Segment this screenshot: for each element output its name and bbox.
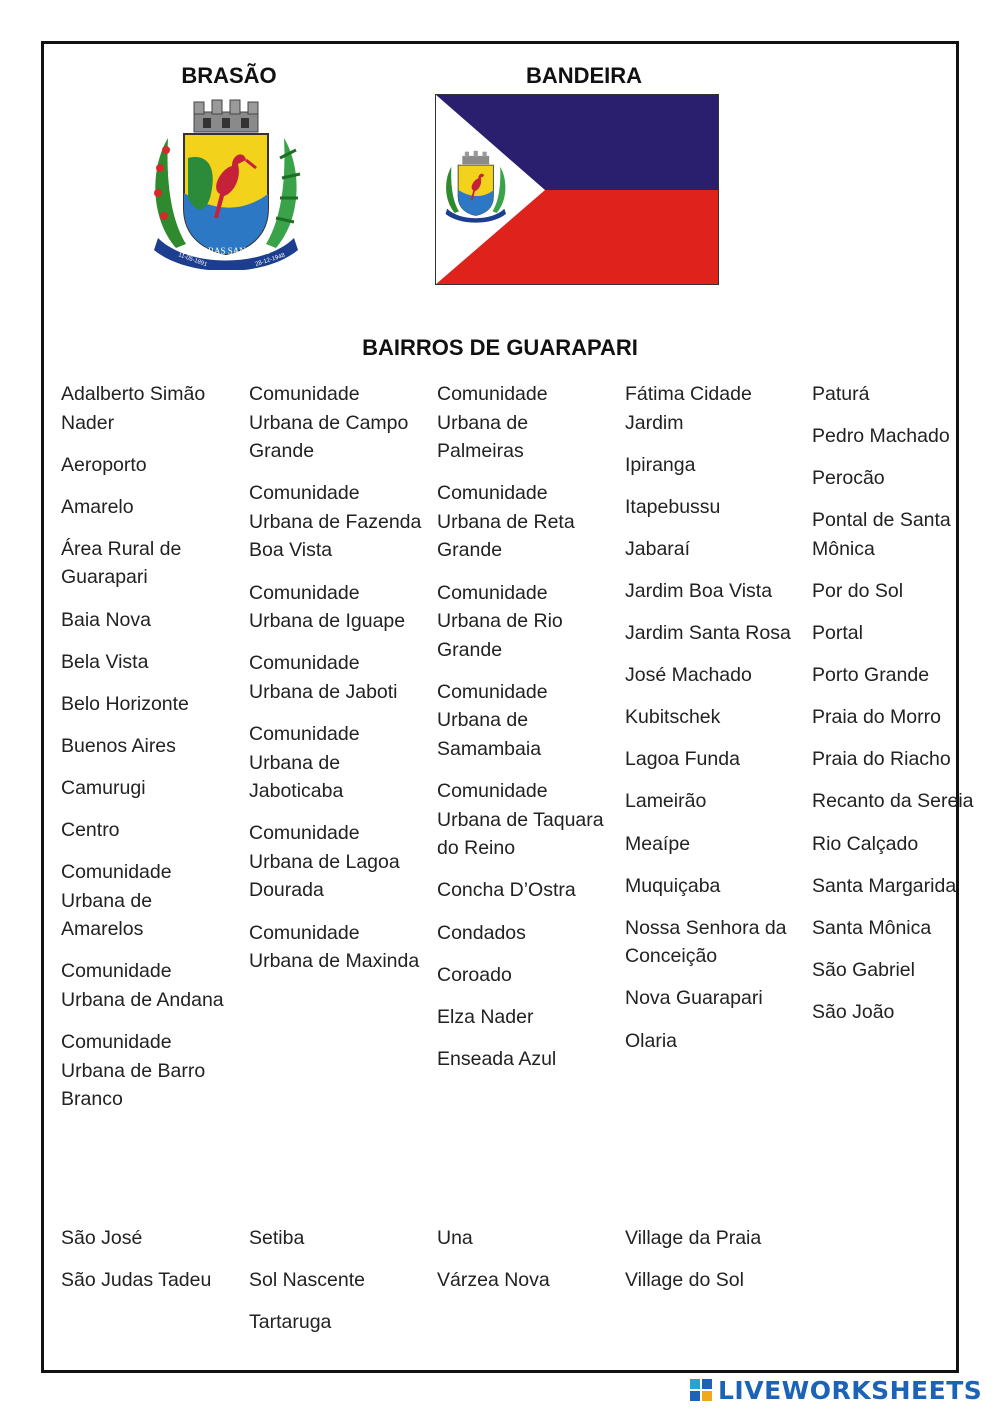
neighborhood-item: Comunidade Urbana de Jaboticaba (249, 722, 360, 803)
neighborhood-item: Santa Mônica (812, 916, 932, 939)
column-2 (249, 380, 425, 989)
coat-of-arms-image (148, 98, 304, 270)
neighborhood-item: Santa Margarida (812, 874, 957, 897)
neighborhood-item: Comunidade Urbana de Taquara do Reino (437, 780, 604, 860)
neighborhood-item: São Gabriel (812, 958, 915, 981)
coat-date-left: 11-05-1891 (177, 252, 208, 269)
neighborhood-item: Setiba (249, 1227, 305, 1249)
neighborhood-item: Elza Nader (437, 1005, 534, 1028)
neighborhood-item: Amarelo (61, 495, 134, 518)
neighborhood-item: Sol Nascente (249, 1269, 365, 1292)
liveworksheets-logo-icon (690, 1379, 712, 1401)
neighborhood-item: Várzea Nova (437, 1269, 550, 1292)
bottom-column-1 (61, 1224, 237, 1308)
flag-label: BANDEIRA (525, 63, 643, 88)
column-1 (61, 380, 237, 1127)
neighborhood-item: Baia Nova (61, 608, 151, 631)
neighborhood-item: Enseada Azul (437, 1047, 557, 1070)
neighborhood-item: Pedro Machado (812, 425, 950, 448)
flag-image (435, 94, 719, 285)
neighborhood-item: Área Rural de Guarapari (61, 537, 182, 589)
neighborhood-item: São José (61, 1227, 143, 1249)
neighborhoods-title: BAIRROS DE GUARAPARI (362, 335, 638, 360)
neighborhood-item: Comunidade Urbana de Lagoa Dourada (249, 822, 400, 902)
neighborhood-item: Porto Grande (812, 664, 930, 687)
neighborhood-item: Paturá (812, 383, 870, 405)
neighborhood-item: Una (437, 1227, 473, 1249)
neighborhood-item: Comunidade Urbana de Campo Grande (249, 383, 409, 463)
neighborhood-item: Kubitschek (625, 706, 721, 729)
neighborhood-item: Comunidade Urbana de Samambaia (437, 680, 548, 761)
neighborhood-item: Comunidade Urbana de Amarelos (61, 861, 172, 941)
neighborhood-item: Comunidade Urbana de Iguape (249, 581, 406, 633)
neighborhood-item: Camurugi (61, 776, 146, 799)
neighborhood-item: Comunidade Urbana de Andana (61, 960, 224, 1011)
neighborhood-item: Lagoa Funda (625, 748, 740, 771)
coat-date-right: 28-12-1948 (254, 252, 286, 268)
neighborhood-item: Coroado (437, 963, 512, 986)
neighborhood-item: Adalberto Simão Nader (61, 383, 206, 434)
neighborhood-item: Jardim Boa Vista (625, 579, 773, 602)
neighborhood-item: Centro (61, 819, 120, 842)
coat-motto: PER ORAS SANATUR (182, 246, 270, 256)
brand-text: LIVEWORKSHEETS (718, 1375, 983, 1405)
neighborhood-item: Nossa Senhora da Conceição (625, 916, 787, 968)
neighborhood-item: José Machado (625, 664, 752, 687)
neighborhood-item: Comunidade Urbana de Jaboti (249, 652, 398, 703)
neighborhood-item: Recanto da Sereia (812, 790, 974, 813)
coat-of-arms-label: BRASÃO (181, 63, 277, 88)
neighborhood-item: São Judas Tadeu (61, 1269, 212, 1292)
neighborhood-item: Praia do Riacho (812, 748, 951, 771)
liveworksheets-brand[interactable] (690, 1374, 982, 1406)
neighborhood-item: Lameirão (625, 790, 707, 813)
neighborhood-item: Comunidade Urbana de Barro Branco (61, 1031, 206, 1111)
neighborhood-item: Village da Praia (625, 1227, 762, 1249)
neighborhood-item: Village do Sol (625, 1269, 744, 1292)
neighborhood-item: Concha D’Ostra (437, 879, 576, 902)
neighborhood-item: Ipiranga (625, 453, 696, 476)
neighborhood-item: Olaria (625, 1029, 678, 1052)
neighborhood-item: Aeroporto (61, 453, 147, 476)
column-5 (812, 380, 988, 1040)
neighborhood-item: Comunidade Urbana de Fazenda Boa Vista (249, 482, 422, 562)
neighborhood-item: Comunidade Urbana de Palmeiras (437, 383, 548, 463)
neighborhood-item: Belo Horizonte (61, 692, 189, 715)
bottom-column-2 (249, 1224, 425, 1350)
bottom-column-4 (625, 1224, 801, 1308)
column-4 (625, 380, 801, 1069)
neighborhood-item: Jabaraí (625, 537, 691, 560)
neighborhood-item: Nova Guarapari (625, 987, 763, 1010)
neighborhood-item: Itapebussu (625, 495, 721, 518)
neighborhood-item: Portal (812, 622, 863, 645)
column-3 (437, 380, 613, 1087)
neighborhood-item: Condados (437, 921, 526, 944)
neighborhood-item: Muquiçaba (625, 874, 721, 897)
neighborhood-item: Comunidade Urbana de Maxinda (249, 921, 420, 973)
neighborhood-item: Meaípe (625, 832, 691, 855)
neighborhood-item: Praia do Morro (812, 706, 941, 729)
neighborhood-item: São João (812, 1000, 895, 1023)
neighborhood-item: Por do Sol (812, 579, 904, 602)
neighborhood-item: Comunidade Urbana de Rio Grande (437, 581, 563, 661)
neighborhood-item: Perocão (812, 467, 885, 490)
neighborhood-item: Bela Vista (61, 650, 149, 673)
neighborhood-item: Tartaruga (249, 1311, 332, 1334)
bottom-column-3 (437, 1224, 613, 1308)
crown-icon (194, 100, 258, 132)
neighborhood-item: Comunidade Urbana de Reta Grande (437, 482, 575, 562)
neighborhood-item: Fátima Cidade Jardim (625, 383, 752, 434)
neighborhood-item: Pontal de Santa Mônica (812, 509, 951, 560)
neighborhood-item: Rio Calçado (812, 832, 919, 855)
neighborhood-item: Buenos Aires (61, 734, 176, 757)
neighborhood-item: Jardim Santa Rosa (625, 622, 791, 645)
